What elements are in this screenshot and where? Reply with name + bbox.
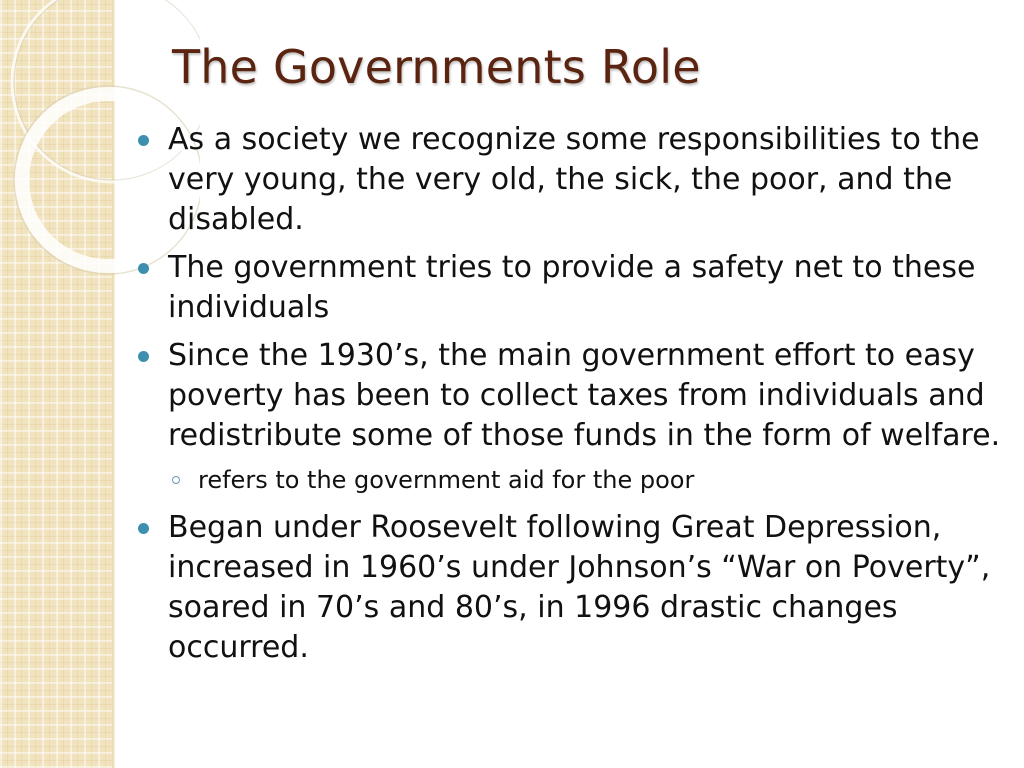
bullet-icon <box>138 523 149 534</box>
sub-bullet-item <box>132 464 1004 496</box>
sub-bullet-text: refers to the government aid for the poor <box>198 466 695 494</box>
bullet-icon <box>138 263 149 274</box>
bullet-item-1 <box>132 120 1004 240</box>
bullet-item-2 <box>132 248 1004 328</box>
side-panel-edge <box>112 0 115 768</box>
bullet-item-4 <box>132 508 1004 668</box>
bullet-text: The government tries to provide a safety net to these individuals <box>168 250 976 325</box>
bullet-list <box>132 120 1004 676</box>
bullet-icon <box>138 135 149 146</box>
slide-title: The Governments Role <box>172 40 701 94</box>
bullet-icon <box>138 351 149 362</box>
bullet-item-3 <box>132 336 1004 456</box>
decorative-side-panel <box>0 0 112 768</box>
bullet-text: Since the 1930’s, the main government effort to easy poverty has been to collect taxes from individuals and redistribute some of those funds in the form of welfare. <box>168 338 1001 453</box>
sub-bullet-icon <box>172 476 180 484</box>
bullet-text: As a society we recognize some responsibilities to the very young, the very old, the sick, the poor, and the disabled. <box>168 122 980 237</box>
bullet-text: Began under Roosevelt following Great Depression, increased in 1960’s under Johnson’s “War on Poverty”, soared in 70’s and 80’s, in 1996 drastic changes occurred. <box>168 510 991 665</box>
